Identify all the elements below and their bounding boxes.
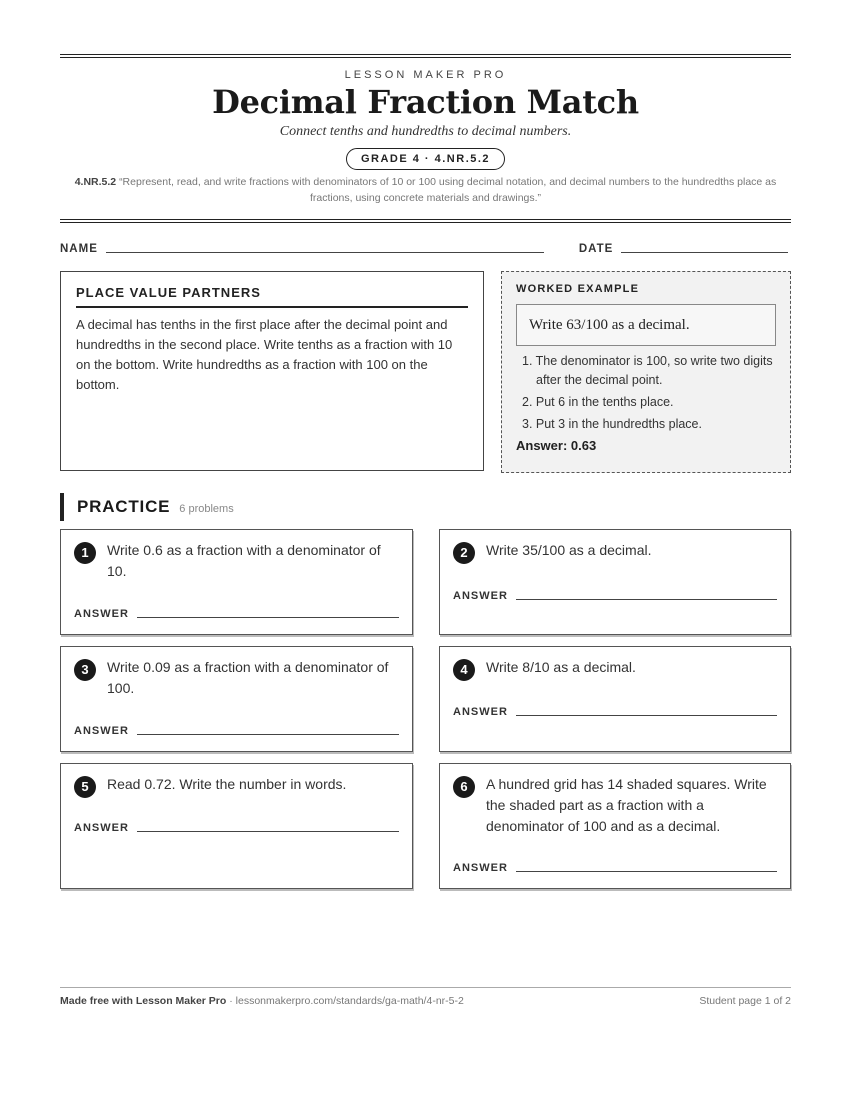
- brand-name: LESSON MAKER PRO: [344, 69, 507, 81]
- problem-number: 2: [453, 542, 475, 564]
- place-value-title: PLACE VALUE PARTNERS: [76, 285, 468, 308]
- standard-description: [60, 174, 791, 206]
- header-rule-top: [60, 54, 791, 58]
- worked-example-step: 2. Put 6 in the tenths place.: [522, 395, 674, 409]
- practice-count: 6 problems: [179, 502, 234, 515]
- answer-field[interactable]: [137, 617, 399, 618]
- footer-url[interactable]: · lessonmakerpro.com/standards/ga-math/4-nr-5-2: [226, 995, 464, 1007]
- answer-label: ANSWER: [74, 608, 129, 620]
- date-field[interactable]: [621, 252, 788, 253]
- problem-number: 5: [74, 776, 96, 798]
- problem-card-1: [60, 529, 413, 635]
- practice-header: [60, 493, 791, 521]
- worked-example-box: [501, 271, 791, 473]
- answer-label: ANSWER: [453, 590, 508, 602]
- answer-label: ANSWER: [74, 822, 129, 834]
- answer-row: [74, 608, 399, 620]
- standard-code: 4.NR.5.2: [74, 176, 117, 188]
- answer-field[interactable]: [137, 831, 399, 832]
- worked-example-title: WORKED EXAMPLE: [516, 283, 640, 295]
- answer-label: ANSWER: [74, 725, 129, 737]
- problem-number: 3: [74, 659, 96, 681]
- answer-field[interactable]: [516, 599, 777, 600]
- worked-example-step: 3. Put 3 in the hundredths place.: [522, 417, 702, 431]
- header-rule-bottom: [60, 219, 791, 223]
- page-footer: [60, 987, 791, 1007]
- problem-number: 1: [74, 542, 96, 564]
- problem-text: A hundred grid has 14 shaded squares. Write the shaded part as a fraction with a denominator of 100 and as a decimal.: [486, 776, 767, 834]
- worksheet-page: [60, 54, 791, 891]
- problem-text: Write 0.6 as a fraction with a denominator of 10.: [107, 542, 381, 579]
- answer-field[interactable]: [516, 715, 777, 716]
- date-label: DATE: [578, 243, 614, 255]
- problem-text: Read 0.72. Write the number in words.: [107, 776, 347, 792]
- place-value-text: A decimal has tenths in the first place after the decimal point and hundredths in the second place. Write tenths as a fraction with 10 on the bottom. Write hundredths as a fraction with 100 on the bottom.: [76, 317, 453, 392]
- problem-card-2: [439, 529, 791, 635]
- footer-credit: [60, 995, 464, 1007]
- place-value-box: [60, 271, 484, 471]
- practice-title: PRACTICE: [77, 497, 171, 516]
- answer-row: [74, 822, 399, 834]
- grade-standard-badge: GRADE 4 · 4.NR.5.2: [346, 148, 505, 170]
- footer-page-number: Student page 1 of 2: [699, 995, 791, 1007]
- answer-label: ANSWER: [453, 862, 508, 874]
- footer-made-with: Made free with Lesson Maker Pro: [60, 995, 227, 1007]
- worked-example-step: 1. The denominator is 100, so write two digits after the decimal point.: [522, 354, 773, 387]
- problem-number: 6: [453, 776, 475, 798]
- problem-number: 4: [453, 659, 475, 681]
- name-field[interactable]: [106, 252, 544, 253]
- name-date-row: [60, 241, 791, 255]
- answer-row: [453, 706, 777, 718]
- problem-text: Write 8/10 as a decimal.: [486, 659, 636, 675]
- worked-example-answer: Answer: 0.63: [516, 438, 597, 453]
- answer-field[interactable]: [516, 871, 777, 872]
- problem-text: Write 35/100 as a decimal.: [486, 542, 652, 558]
- worked-example-prompt: Write 63/100 as a decimal.: [516, 304, 776, 346]
- answer-row: [453, 862, 777, 874]
- problem-text: Write 0.09 as a fraction with a denominator of 100.: [107, 659, 389, 696]
- problem-card-3: [60, 646, 413, 752]
- problem-card-4: [439, 646, 791, 752]
- name-label: NAME: [60, 243, 98, 255]
- page-subtitle: Connect tenths and hundredths to decimal numbers.: [279, 124, 572, 139]
- worked-example-steps: [516, 352, 776, 434]
- page-title: Decimal Fraction Match: [212, 83, 639, 121]
- answer-row: [453, 590, 777, 602]
- problem-card-6: [439, 763, 791, 889]
- practice-grid: [60, 529, 791, 891]
- answer-field[interactable]: [137, 734, 399, 735]
- problem-card-5: [60, 763, 413, 889]
- answer-label: ANSWER: [453, 706, 508, 718]
- answer-row: [74, 725, 399, 737]
- standard-text: “Represent, read, and write fractions with denominators of 10 or 100 using decimal notation, and decimal numbers to the hundredths place as fractions, using concrete materials and drawings.”: [119, 176, 777, 204]
